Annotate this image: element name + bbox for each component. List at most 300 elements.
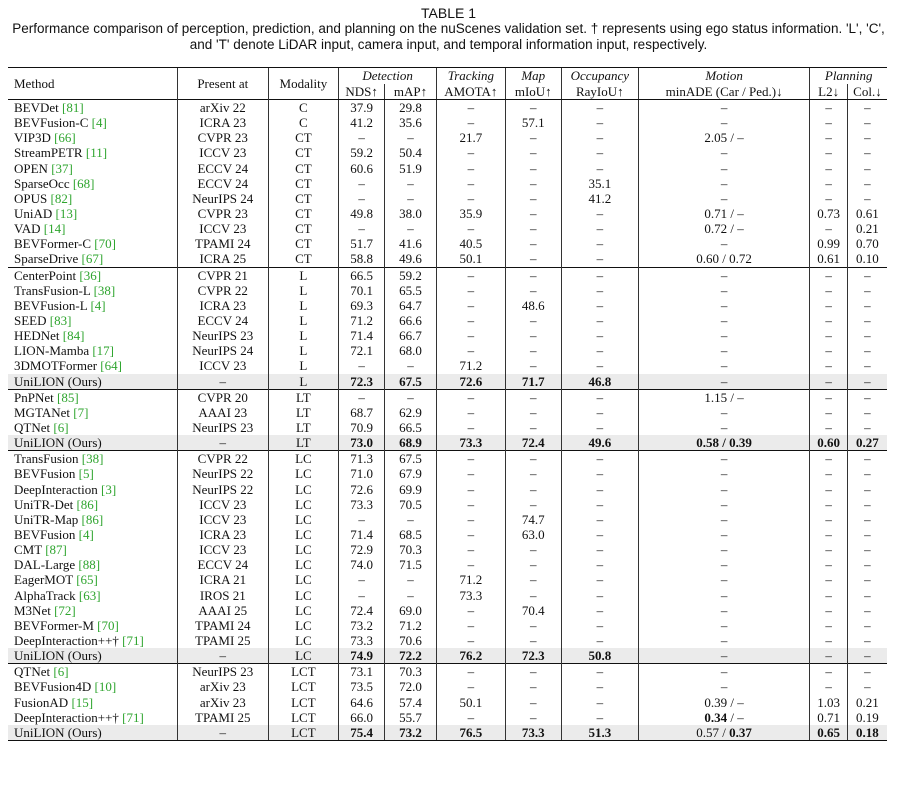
table-row: [8, 343, 887, 358]
minade-cell: 0.57 / 0.37: [638, 725, 810, 741]
map-cell: 65.5: [385, 283, 437, 298]
table-row: [8, 497, 887, 512]
modality-cell: CT: [268, 176, 339, 191]
modality-cell: L: [268, 358, 339, 373]
citation-link[interactable]: [15]: [71, 694, 94, 710]
nds-cell: 69.3: [339, 298, 385, 313]
minade-cell: 0.60 / 0.72: [638, 251, 810, 267]
method-name: BEVFormer-C: [14, 236, 92, 252]
l2-cell: –: [810, 542, 847, 557]
nds-cell: 72.1: [339, 343, 385, 358]
l2-cell: –: [810, 221, 847, 236]
citation-link[interactable]: [67]: [81, 251, 104, 267]
modality-cell: LT: [268, 389, 339, 405]
rayiou-header: RayIoU↑: [561, 84, 638, 100]
citation-link[interactable]: [66]: [54, 130, 76, 146]
table-row: [8, 251, 887, 267]
citation-link[interactable]: [88]: [78, 557, 101, 573]
citation-link[interactable]: [38]: [81, 451, 104, 467]
modality-cell: CT: [268, 251, 339, 267]
rayiou-cell: –: [561, 679, 638, 694]
miou-cell: –: [505, 206, 561, 221]
nds-cell: 60.6: [339, 161, 385, 176]
table-row: [8, 130, 887, 145]
nds-cell: –: [339, 191, 385, 206]
map-cell: 67.5: [385, 374, 437, 390]
citation-link[interactable]: [10]: [94, 679, 117, 695]
l2-cell: –: [810, 497, 847, 512]
method-name: BEVFusion-L: [14, 297, 88, 313]
method-cell: [8, 451, 178, 467]
rayiou-cell: –: [561, 328, 638, 343]
venue-cell: ICRA 23: [178, 298, 268, 313]
table-caption: Performance comparison of perception, prediction, and planning on the nuScenes validation set. † represents using ego status information. 'L', 'C', and 'T' denote LiDAR input, camera input, and temporal information input, respectively.: [12, 21, 885, 52]
method-cell: [8, 115, 178, 130]
rayiou-cell: –: [561, 633, 638, 648]
minade-car-value: 0.34: [704, 709, 728, 725]
map-cell: –: [385, 221, 437, 236]
method-cell: [8, 176, 178, 191]
minade-car-value: 0.57: [696, 724, 720, 740]
venue-cell: CVPR 23: [178, 130, 268, 145]
l2-cell: –: [810, 588, 847, 603]
collision-cell: –: [847, 664, 887, 680]
miou-cell: 73.3: [505, 725, 561, 741]
citation-link[interactable]: [70]: [97, 617, 119, 633]
citation-link[interactable]: [86]: [81, 511, 104, 527]
l2-header: L2↓: [810, 84, 847, 100]
results-table: [8, 67, 887, 741]
citation-link[interactable]: [63]: [78, 587, 101, 603]
miou-cell: –: [505, 389, 561, 405]
amota-cell: 76.5: [437, 725, 506, 741]
l2-cell: –: [810, 191, 847, 206]
method-cell: [8, 572, 178, 587]
method-name: BEVFusion-C: [14, 115, 89, 131]
map-cell: 70.6: [385, 633, 437, 648]
amota-cell: –: [437, 176, 506, 191]
citation-link[interactable]: [17]: [92, 343, 115, 359]
map-cell: –: [385, 176, 437, 191]
modality-cell: L: [268, 328, 339, 343]
collision-cell: –: [847, 313, 887, 328]
venue-cell: –: [178, 374, 268, 390]
planning-group-header: Planning: [810, 68, 887, 84]
citation-link[interactable]: [71]: [122, 709, 144, 725]
amota-cell: –: [437, 420, 506, 435]
table-row: [8, 527, 887, 542]
citation-link[interactable]: [64]: [100, 358, 122, 374]
rayiou-cell: 51.3: [561, 725, 638, 741]
nds-cell: 75.4: [339, 725, 385, 741]
nds-cell: 73.1: [339, 664, 385, 680]
amota-cell: –: [437, 451, 506, 467]
map-cell: 67.5: [385, 451, 437, 467]
collision-cell: –: [847, 115, 887, 130]
nds-cell: 71.0: [339, 466, 385, 481]
minade-cell: –: [638, 191, 810, 206]
miou-cell: –: [505, 343, 561, 358]
detection-group-header: Detection: [339, 68, 437, 84]
miou-cell: –: [505, 497, 561, 512]
amota-cell: 35.9: [437, 206, 506, 221]
method-cell: [8, 374, 178, 390]
map-cell: 29.8: [385, 100, 437, 116]
method-cell: [8, 251, 178, 267]
ours-row: [8, 374, 887, 390]
amota-cell: –: [437, 313, 506, 328]
rayiou-cell: –: [561, 251, 638, 267]
citation-link[interactable]: [5]: [78, 466, 94, 482]
table-row: [8, 482, 887, 497]
collision-cell: –: [847, 420, 887, 435]
citation-link[interactable]: [37]: [51, 160, 73, 176]
citation-link[interactable]: [6]: [53, 664, 69, 680]
minade-cell: –: [638, 497, 810, 512]
tracking-group-header: Tracking: [437, 68, 506, 84]
rayiou-cell: –: [561, 557, 638, 572]
method-name: SparseOcc: [14, 175, 70, 191]
method-name: UniAD: [14, 206, 53, 222]
nds-cell: 58.8: [339, 251, 385, 267]
minade-cell: –: [638, 374, 810, 390]
miou-header: mIoU↑: [505, 84, 561, 100]
collision-cell: –: [847, 451, 887, 467]
minade-cell: –: [638, 679, 810, 694]
venue-cell: ICCV 23: [178, 358, 268, 373]
rayiou-cell: –: [561, 527, 638, 542]
l2-cell: 0.61: [810, 251, 847, 267]
table-row: [8, 328, 887, 343]
nds-cell: 72.3: [339, 374, 385, 390]
miou-cell: –: [505, 466, 561, 481]
table-row: [8, 588, 887, 603]
amota-cell: 71.2: [437, 358, 506, 373]
minade-header: minADE (Car / Ped.)↓: [638, 84, 810, 100]
minade-cell: 1.15 / –: [638, 389, 810, 405]
method-cell: [8, 664, 178, 680]
nds-cell: 73.3: [339, 497, 385, 512]
amota-cell: –: [437, 497, 506, 512]
collision-cell: –: [847, 343, 887, 358]
collision-cell: –: [847, 267, 887, 283]
miou-cell: –: [505, 664, 561, 680]
table-row: [8, 420, 887, 435]
amota-cell: –: [437, 679, 506, 694]
miou-cell: –: [505, 694, 561, 709]
minade-cell: 0.34 / –: [638, 710, 810, 725]
nds-cell: 37.9: [339, 100, 385, 116]
method-name: CenterPoint: [14, 267, 77, 283]
citation-link[interactable]: [72]: [54, 602, 76, 618]
map-cell: –: [385, 512, 437, 527]
venue-cell: ICRA 23: [178, 527, 268, 542]
amota-cell: –: [437, 664, 506, 680]
modality-cell: LC: [268, 633, 339, 648]
rayiou-cell: –: [561, 451, 638, 467]
map-group-header: Map: [505, 68, 561, 84]
method-name: LION-Mamba: [14, 343, 90, 359]
l2-cell: 1.03: [810, 694, 847, 709]
nds-cell: 66.0: [339, 710, 385, 725]
collision-cell: –: [847, 542, 887, 557]
method-cell: [8, 527, 178, 542]
nds-cell: 51.7: [339, 236, 385, 251]
method-cell: [8, 497, 178, 512]
collision-cell: 0.18: [847, 725, 887, 741]
l2-cell: –: [810, 161, 847, 176]
nds-cell: 71.4: [339, 328, 385, 343]
citation-link[interactable]: [4]: [91, 115, 107, 131]
table-row: [8, 512, 887, 527]
minade-cell: –: [638, 542, 810, 557]
amota-cell: 71.2: [437, 572, 506, 587]
miou-cell: 71.7: [505, 374, 561, 390]
citation-link[interactable]: [83]: [49, 313, 72, 329]
modality-cell: CT: [268, 206, 339, 221]
nds-cell: –: [339, 512, 385, 527]
minade-cell: –: [638, 176, 810, 191]
rayiou-cell: –: [561, 221, 638, 236]
citation-link[interactable]: [65]: [76, 572, 98, 588]
minade-cell: –: [638, 618, 810, 633]
nds-cell: 70.9: [339, 420, 385, 435]
amota-cell: –: [437, 343, 506, 358]
miou-cell: –: [505, 405, 561, 420]
venue-cell: CVPR 23: [178, 206, 268, 221]
table-row: [8, 572, 887, 587]
miou-cell: –: [505, 161, 561, 176]
venue-cell: ECCV 24: [178, 557, 268, 572]
method-name: CMT: [14, 542, 42, 558]
ours-row: [8, 435, 887, 451]
nds-cell: –: [339, 358, 385, 373]
citation-link[interactable]: [14]: [43, 221, 66, 237]
l2-cell: –: [810, 343, 847, 358]
collision-cell: –: [847, 328, 887, 343]
map-cell: 71.5: [385, 557, 437, 572]
minade-ped-value: 0.37: [729, 724, 752, 740]
venue-cell: TPAMI 25: [178, 710, 268, 725]
l2-cell: –: [810, 283, 847, 298]
method-cell: [8, 221, 178, 236]
table-row: [8, 618, 887, 633]
method-cell: [8, 130, 178, 145]
results-table-body: [8, 100, 887, 741]
venue-cell: NeurIPS 24: [178, 343, 268, 358]
minade-cell: 0.71 / –: [638, 206, 810, 221]
minade-cell: –: [638, 664, 810, 680]
method-cell: [8, 313, 178, 328]
citation-link[interactable]: [13]: [55, 206, 78, 222]
modality-cell: L: [268, 283, 339, 298]
amota-cell: –: [437, 542, 506, 557]
citation-link[interactable]: [86]: [76, 496, 99, 512]
miou-cell: 72.4: [505, 435, 561, 451]
method-cell: [8, 145, 178, 160]
venue-cell: arXiv 22: [178, 100, 268, 116]
venue-cell: arXiv 23: [178, 694, 268, 709]
method-name: FusionAD: [14, 694, 69, 710]
rayiou-cell: –: [561, 420, 638, 435]
miou-cell: –: [505, 542, 561, 557]
modality-cell: L: [268, 374, 339, 390]
citation-link[interactable]: [71]: [122, 632, 144, 648]
amota-cell: –: [437, 557, 506, 572]
modality-cell: LCT: [268, 710, 339, 725]
map-cell: –: [385, 389, 437, 405]
nds-cell: 73.5: [339, 679, 385, 694]
nds-cell: –: [339, 176, 385, 191]
nds-cell: 73.2: [339, 618, 385, 633]
method-name: UniLION (Ours): [14, 435, 102, 451]
venue-cell: CVPR 21: [178, 267, 268, 283]
rayiou-cell: –: [561, 482, 638, 497]
map-cell: 70.3: [385, 542, 437, 557]
table-row: [8, 221, 887, 236]
modality-cell: LC: [268, 603, 339, 618]
table-row: [8, 603, 887, 618]
citation-link[interactable]: [6]: [53, 420, 69, 436]
present-at-header: Present at: [178, 68, 268, 100]
rayiou-cell: –: [561, 572, 638, 587]
citation-link[interactable]: [3]: [100, 481, 117, 497]
map-cell: 51.9: [385, 161, 437, 176]
l2-cell: 0.60: [810, 435, 847, 451]
citation-link[interactable]: [85]: [56, 389, 79, 405]
miou-cell: 72.3: [505, 648, 561, 664]
collision-cell: –: [847, 527, 887, 542]
method-cell: [8, 283, 178, 298]
minade-cell: –: [638, 236, 810, 251]
modality-header: Modality: [268, 68, 339, 100]
collision-cell: –: [847, 176, 887, 191]
rayiou-cell: –: [561, 343, 638, 358]
citation-link[interactable]: [7]: [73, 404, 89, 420]
citation-link[interactable]: [82]: [50, 190, 73, 206]
miou-cell: –: [505, 358, 561, 373]
method-name: PnPNet: [14, 389, 54, 405]
venue-cell: NeurIPS 23: [178, 420, 268, 435]
citation-link[interactable]: [68]: [72, 175, 95, 191]
amota-cell: –: [437, 267, 506, 283]
rayiou-cell: 35.1: [561, 176, 638, 191]
map-cell: –: [385, 572, 437, 587]
modality-cell: CT: [268, 161, 339, 176]
map-cell: 62.9: [385, 405, 437, 420]
collision-cell: –: [847, 298, 887, 313]
collision-cell: –: [847, 100, 887, 116]
table-row: [8, 145, 887, 160]
miou-cell: –: [505, 328, 561, 343]
amota-cell: 40.5: [437, 236, 506, 251]
miou-cell: –: [505, 313, 561, 328]
citation-link[interactable]: [11]: [85, 145, 108, 161]
miou-cell: –: [505, 572, 561, 587]
collision-cell: –: [847, 572, 887, 587]
table-row: [8, 115, 887, 130]
nds-cell: –: [339, 572, 385, 587]
citation-link[interactable]: [4]: [90, 297, 106, 313]
minade-cell: –: [638, 648, 810, 664]
method-cell: [8, 389, 178, 405]
method-cell: [8, 206, 178, 221]
nds-header: NDS↑: [339, 84, 385, 100]
nds-cell: 64.6: [339, 694, 385, 709]
modality-cell: C: [268, 100, 339, 116]
minade-cell: –: [638, 527, 810, 542]
l2-cell: –: [810, 115, 847, 130]
amota-cell: –: [437, 466, 506, 481]
method-cell: [8, 161, 178, 176]
collision-cell: 0.21: [847, 221, 887, 236]
l2-cell: 0.73: [810, 206, 847, 221]
map-cell: 50.4: [385, 145, 437, 160]
map-cell: 69.0: [385, 603, 437, 618]
rayiou-cell: 41.2: [561, 191, 638, 206]
rayiou-cell: –: [561, 358, 638, 373]
method-cell: [8, 557, 178, 572]
method-cell: [8, 618, 178, 633]
nds-cell: 41.2: [339, 115, 385, 130]
l2-cell: –: [810, 374, 847, 390]
table-row: [8, 679, 887, 694]
method-name: VIP3D: [14, 130, 51, 146]
l2-cell: –: [810, 512, 847, 527]
method-cell: [8, 679, 178, 694]
amota-cell: –: [437, 100, 506, 116]
citation-link[interactable]: [4]: [78, 527, 94, 542]
venue-cell: CVPR 22: [178, 283, 268, 298]
collision-cell: 0.70: [847, 236, 887, 251]
modality-cell: L: [268, 313, 339, 328]
l2-cell: –: [810, 466, 847, 481]
venue-cell: –: [178, 435, 268, 451]
modality-cell: LC: [268, 618, 339, 633]
venue-cell: NeurIPS 22: [178, 482, 268, 497]
citation-link[interactable]: [87]: [45, 542, 67, 558]
miou-cell: –: [505, 633, 561, 648]
map-cell: 35.6: [385, 115, 437, 130]
modality-cell: LC: [268, 527, 339, 542]
l2-cell: –: [810, 451, 847, 467]
method-header: Method: [8, 68, 178, 100]
method-name: DAL-Large: [14, 557, 76, 573]
method-cell: [8, 267, 178, 283]
amota-cell: 76.2: [437, 648, 506, 664]
rayiou-cell: –: [561, 466, 638, 481]
miou-cell: –: [505, 191, 561, 206]
citation-link[interactable]: [81]: [62, 100, 84, 116]
nds-cell: –: [339, 221, 385, 236]
citation-link[interactable]: [84]: [62, 328, 85, 344]
nds-cell: 66.5: [339, 267, 385, 283]
l2-cell: 0.99: [810, 236, 847, 251]
citation-link[interactable]: [38]: [93, 282, 116, 298]
rayiou-cell: –: [561, 618, 638, 633]
map-cell: 67.9: [385, 466, 437, 481]
amota-header: AMOTA↑: [437, 84, 506, 100]
l2-cell: –: [810, 679, 847, 694]
collision-cell: –: [847, 389, 887, 405]
rayiou-cell: –: [561, 161, 638, 176]
miou-cell: –: [505, 283, 561, 298]
venue-cell: ECCV 24: [178, 161, 268, 176]
citation-link[interactable]: [36]: [79, 267, 102, 283]
map-cell: 57.4: [385, 694, 437, 709]
method-name: BEVFusion4D: [14, 679, 92, 695]
citation-link[interactable]: [70]: [94, 236, 116, 252]
